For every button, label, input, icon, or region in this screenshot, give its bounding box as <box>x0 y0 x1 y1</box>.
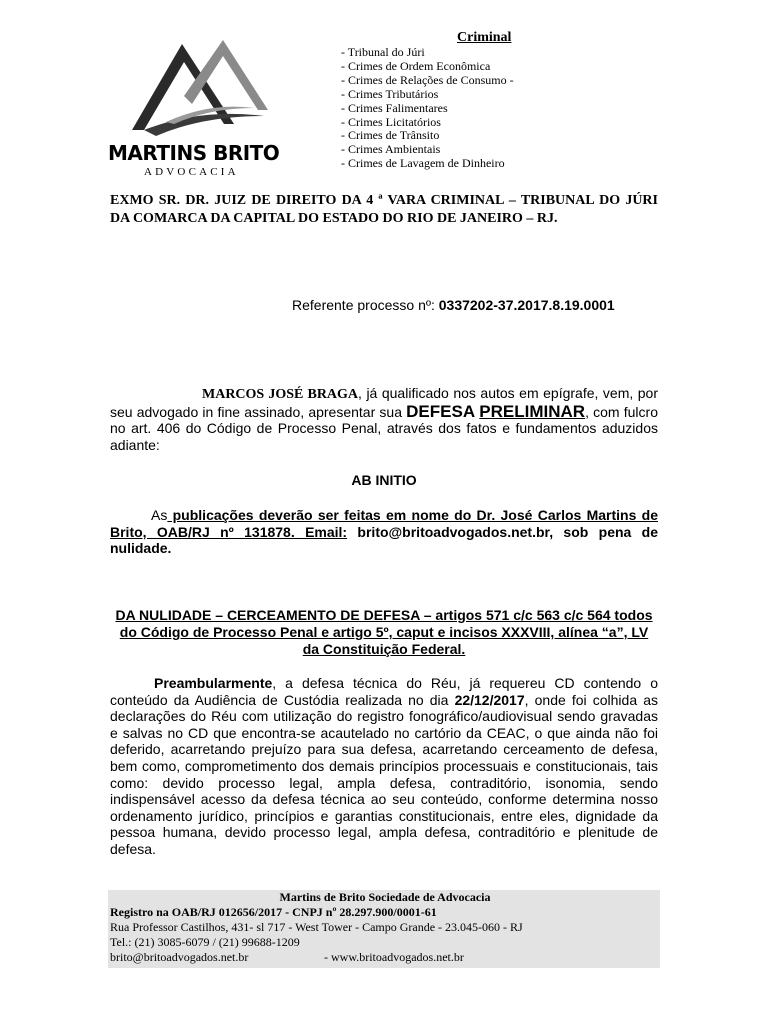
practice-area-item: - Crimes de Lavagem de Dinheiro <box>341 156 505 171</box>
footer-firm-name: Martins de Brito Sociedade de Advocacia <box>279 890 491 904</box>
practice-area-item: - Crimes Licitatórios <box>341 114 441 129</box>
footer-phone: Tel.: (21) 3085-6079 / (21) 99688-1209 <box>110 935 300 949</box>
practice-area-item: - Crimes Ambientais <box>341 142 441 157</box>
footer-address: Rua Professor Castilhos, 431- sl 717 - West Tower - Campo Grande - 23.045-060 - RJ <box>110 920 523 934</box>
hearing-date: 22/12/2017 <box>454 691 525 708</box>
ab-initio-heading: AB INITIO <box>351 472 417 488</box>
practice-area-item: - Tribunal do Júri <box>341 45 425 59</box>
practice-area-item: - Crimes de Trânsito <box>341 128 440 143</box>
footer-email: brito@britoadvogados.net.br <box>110 950 249 964</box>
intro-paragraph <box>110 385 658 453</box>
intro-text-2: , com fulcro no art. 406 do Código de Processo Penal, através dos fatos e fundamentos aduzidos adiante: <box>110 403 658 453</box>
publications-underlined: publicações deverão ser feitas em nome do Dr. José Carlos Martins de Brito, OAB/RJ nº 131878. Email: <box>110 507 658 540</box>
process-reference <box>292 297 615 313</box>
body-lead: Preambularmente <box>154 675 273 691</box>
practice-area-item: - Crimes Falimentares <box>341 100 448 115</box>
addressee-heading: EXMO SR. DR. JUIZ DE DIREITO DA 4 ª VARA CRIMINAL – TRIBUNAL DO JÚRI DA COMARCA DA CAPITAL DO ESTADO DO RIO DE JANEIRO – RJ. <box>110 193 658 226</box>
process-number: 0337202-37.2017.8.19.0001 <box>438 297 615 313</box>
firm-logo <box>108 38 280 183</box>
body-paragraph <box>110 675 658 858</box>
footer-registry: Registro na OAB/RJ 012656/2017 - CNPJ nº 28.297.900/0001-61 <box>110 905 437 919</box>
brand-subtitle: ADVOCACIA <box>144 166 239 178</box>
defense-title-1: DEFESA <box>406 401 476 421</box>
footer-contacts <box>108 950 660 965</box>
section-title: DA NULIDADE – CERCEAMENTO DE DEFESA – artigos 571 c/c 563 c/c 564 todos do Código de Processo Penal e artigo 5º, caput e incisos XXXVIII, alínea “a”, LV da Constituição Federal. <box>115 607 653 657</box>
defense-title-2: PRELIMINAR <box>479 401 586 421</box>
brand-name: MARTINS BRITO <box>108 141 280 165</box>
criminal-title: Criminal <box>457 30 512 45</box>
defendant-name: MARCOS JOSÉ BRAGA <box>202 387 359 402</box>
letterhead-footer <box>108 890 660 968</box>
intro-text: , já qualificado nos autos em epígrafe, vem, por seu advogado in fine assinado, apresentar sua <box>110 385 658 420</box>
practice-area-item: - Crimes Tributários <box>341 86 439 101</box>
practice-area-list <box>341 46 514 171</box>
practice-area-item: - Crimes de Relações de Consumo - <box>341 72 514 87</box>
publications-rest: brito@britoadvogados.net.br, sob pena de nulidade. <box>110 523 659 557</box>
publications-paragraph <box>110 507 658 557</box>
practice-area-item: - Crimes de Ordem Econômica <box>341 58 491 73</box>
footer-website: - www.britoadvogados.net.br <box>324 950 464 964</box>
reference-label: Referente processo nº: <box>292 297 439 313</box>
mountain-logo-icon <box>130 38 270 138</box>
body-text-1: , a defesa técnica do Réu, já requereu CD contendo o conteúdo da Audiência de Custódia realizada no dia <box>110 675 658 708</box>
publications-lead: As <box>151 507 168 523</box>
body-text-2: , onde foi colhida as declarações do Réu com utilização do registro fonográfico/audiovisual sendo gravadas e salvas no CD que encontra-se acautelado no cartório da CEAC, o que ainda não foi deferido, acarretando prejuízo para sua defesa, acarretando cerceamento de defesa, bem como, comprometimento dos demais princípios processuais e constitucionais, tais como: devido processo legal, ampla defesa, contraditório, isonomia, sendo indispensável acesso da defesa técnica ao seu conteúdo, conforme determina nosso ordenamento jurídico, princípios e garantias constitucionais, entre eles, dignidade da pessoa humana, devido processo legal, ampla defesa, contraditório e plenitude de defesa. <box>110 691 658 857</box>
